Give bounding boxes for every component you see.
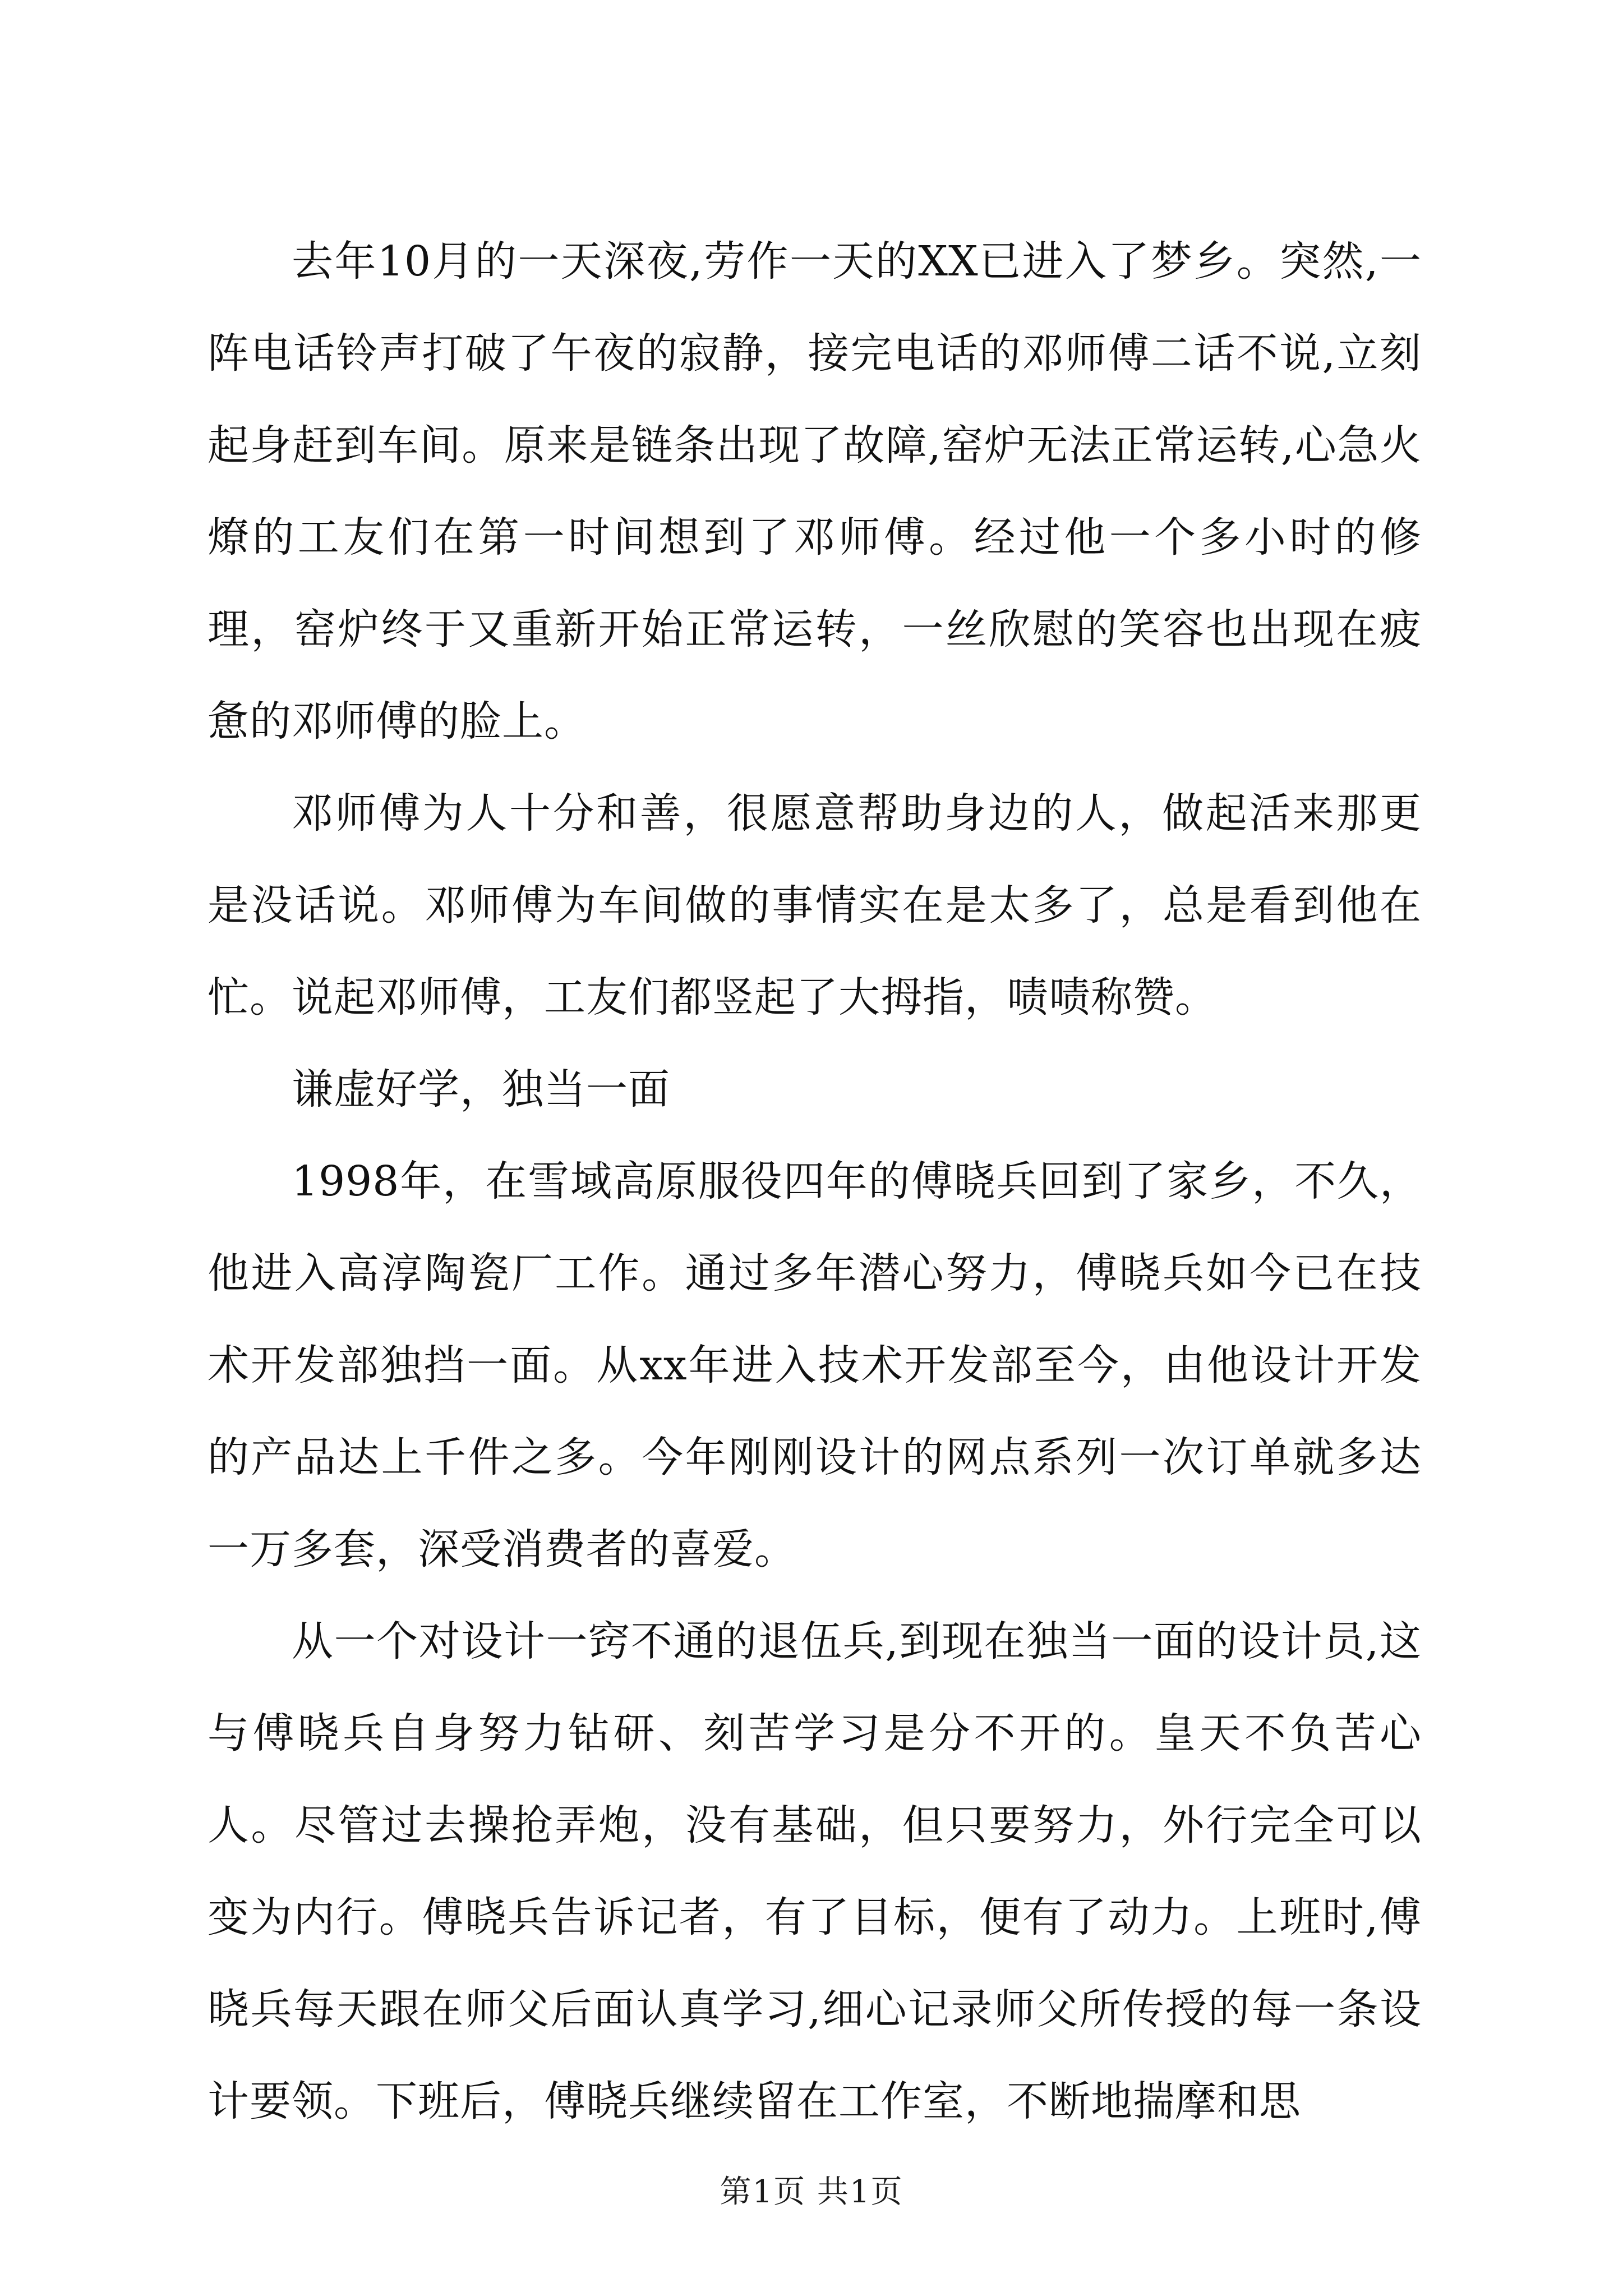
paragraph-fu-xiaobing: 1998年，在雪域高原服役四年的傅晓兵回到了家乡，不久，他进入高淳陶瓷厂工作。通过多年潜心努力，傅晓兵如今已在技术开发部独挡一面。从xx年进入技术开发部至今，由他设计开发的产品达上千件之多。今年刚刚设计的网点系列一次订单就多达一万多套，深受消费者的喜爱。	[208, 1157, 1422, 1573]
paragraph-night-repair: 去年10月的一天深夜,劳作一天的XX已进入了梦乡。突然,一阵电话铃声打破了午夜的寂静，接完电话的邓师傅二话不说,立刻起身赶到车间。原来是链条出现了故障,窑炉无法正常运转,心急火燎的工友们在第一时间想到了邓师傅。经过他一个多小时的修理，窑炉终于又重新开始正常运转，一丝欣慰的笑容也出现在疲惫的邓师傅的脸上。	[208, 237, 1422, 746]
document-body	[208, 215, 1422, 2147]
page-footer: 第1页 共1页	[720, 2174, 903, 2210]
paragraph-learning: 从一个对设计一窍不通的退伍兵,到现在独当一面的设计员,这与傅晓兵自身努力钻研、刻苦学习是分不开的。皇天不负苦心人。尽管过去操抢弄炮，没有基础，但只要努力，外行完全可以变为内行。傅晓兵告诉记者，有了目标，便有了动力。上班时,傅晓兵每天跟在师父后面认真学习,细心记录师父所传授的每一条设计要领。下班后，傅晓兵继续留在工作室，不断地揣摩和思	[208, 1617, 1422, 2125]
section-heading: 谦虚好学，独当一面	[292, 1065, 670, 1114]
paragraph-master-deng: 邓师傅为人十分和善，很愿意帮助身边的人，做起活来那更是没话说。邓师傅为车间做的事情实在是太多了，总是看到他在忙。说起邓师傅，工友们都竖起了大拇指，啧啧称赞。	[208, 789, 1422, 1022]
